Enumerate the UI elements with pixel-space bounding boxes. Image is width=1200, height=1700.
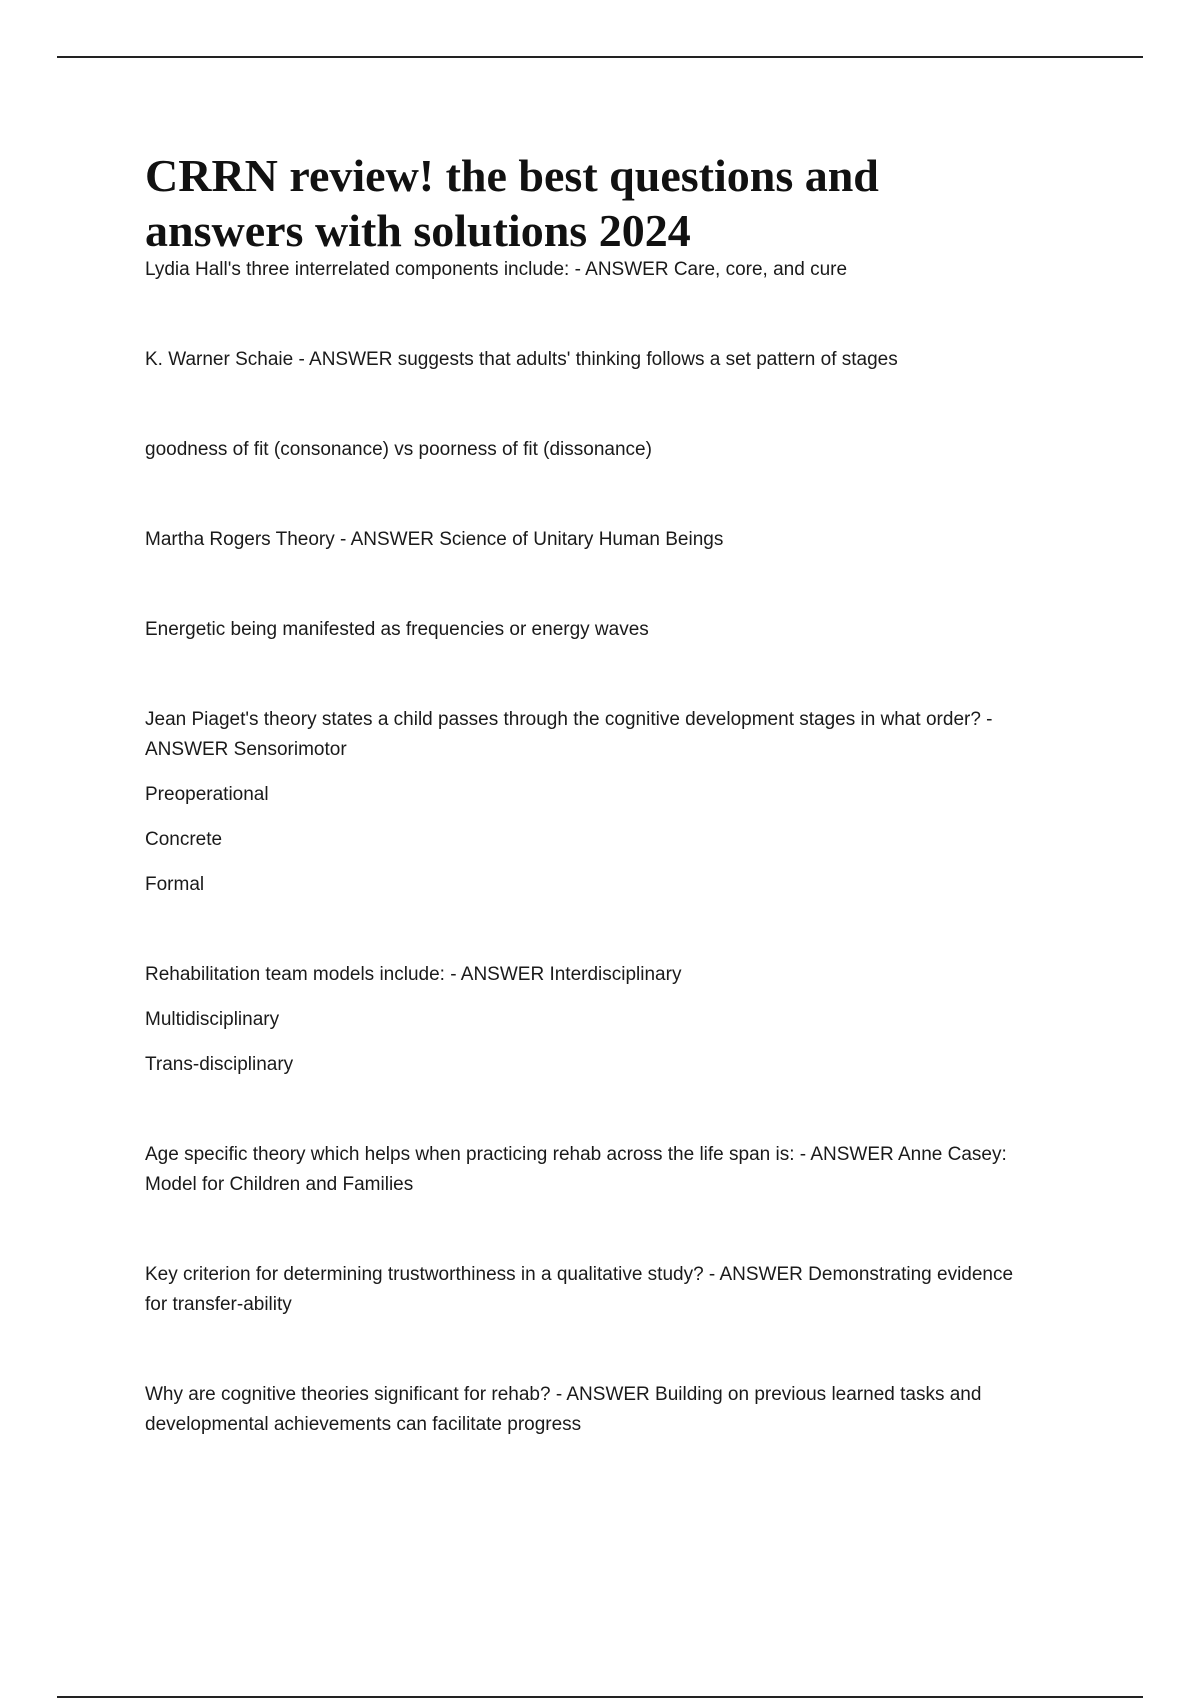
qa-line: Model for Children and Families (145, 1174, 414, 1195)
document-page (145, 148, 1095, 1440)
qa-line: Rehabilitation team models include: - ANSWER Interdisciplinary (145, 964, 682, 985)
qa-line: Formal (145, 874, 205, 895)
title-line-2: answers with solutions 2024 (145, 205, 691, 256)
qa-line: Key criterion for determining trustworthiness in a qualitative study? - ANSWER Demonstrating evidence (145, 1264, 1014, 1285)
qa-line: Lydia Hall's three interrelated components include: - ANSWER Care, core, and cure (145, 259, 848, 280)
document-title (145, 148, 1095, 258)
title-line-1: CRRN review! the best questions and (145, 150, 879, 201)
top-rule (57, 56, 1143, 58)
qa-line: ANSWER Sensorimotor (145, 739, 347, 760)
qa-line: developmental achievements can facilitate progress (145, 1414, 582, 1435)
qa-line: Why are cognitive theories significant for rehab? - ANSWER Building on previous learned tasks and (145, 1384, 982, 1405)
qa-line: Age specific theory which helps when practicing rehab across the life span is: - ANSWER Anne Casey: (145, 1144, 1007, 1165)
qa-line: Energetic being manifested as frequencies or energy waves (145, 619, 649, 640)
qa-line: Concrete (145, 829, 223, 850)
qa-line: goodness of fit (consonance) vs poorness of fit (dissonance) (145, 439, 652, 460)
qa-line: Trans-disciplinary (145, 1054, 294, 1075)
qa-line: Multidisciplinary (145, 1009, 280, 1030)
qa-line: Jean Piaget's theory states a child passes through the cognitive development stages in what order? - (145, 709, 993, 730)
qa-line: K. Warner Schaie - ANSWER suggests that adults' thinking follows a set pattern of stages (145, 349, 898, 370)
qa-line: Preoperational (145, 784, 269, 805)
qa-list (145, 255, 1095, 1440)
qa-line: Martha Rogers Theory - ANSWER Science of Unitary Human Beings (145, 529, 724, 550)
bottom-rule (57, 1696, 1143, 1698)
qa-line: for transfer-ability (145, 1294, 292, 1315)
